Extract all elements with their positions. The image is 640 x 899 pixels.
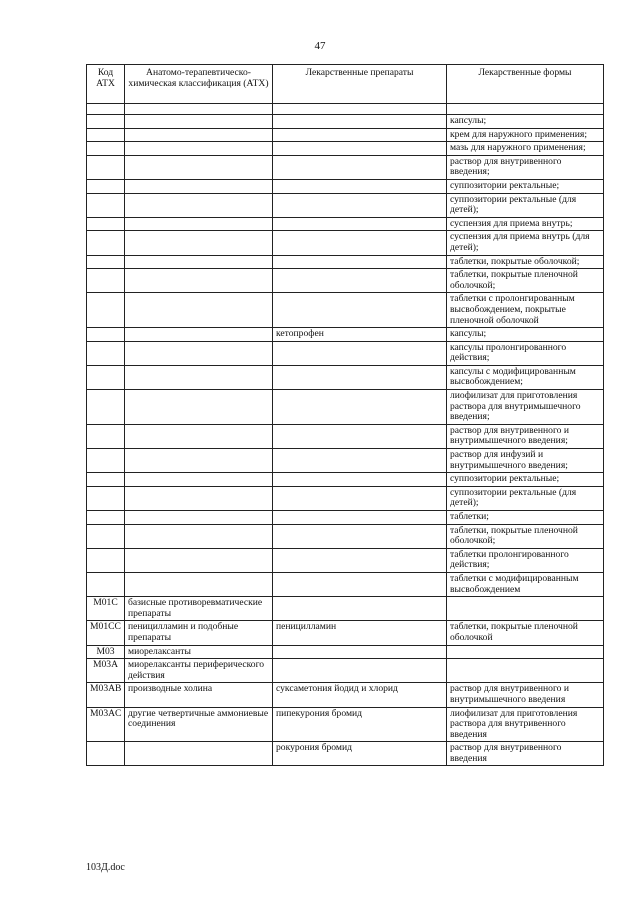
cell-code: [87, 179, 125, 193]
cell-code: [87, 390, 125, 425]
table-row: [87, 390, 604, 425]
table-row: [87, 449, 604, 473]
cell-form: таблетки пролонгированного действия;: [447, 548, 604, 572]
cell-form: лиофилизат для приготовления раствора для внутримышечного введения;: [447, 390, 604, 425]
cell-drug: кетопрофен: [273, 328, 447, 342]
cell-code: [87, 742, 125, 766]
cell-classification: [125, 365, 273, 389]
cell-drug: [273, 511, 447, 525]
cell-form: суппозитории ректальные (для детей);: [447, 193, 604, 217]
cell-classification: [125, 293, 273, 328]
cell-code: [87, 511, 125, 525]
cell-code: [87, 231, 125, 255]
cell-code: [87, 524, 125, 548]
header-classification: Анатомо-терапевтическо-химическая классификация (АТХ): [125, 65, 273, 104]
cell-classification: [125, 155, 273, 179]
table-row: [87, 179, 604, 193]
cell-form: капсулы;: [447, 328, 604, 342]
cell-drug: [273, 269, 447, 293]
cell-classification: миорелаксанты: [125, 645, 273, 659]
cell-form: суспензия для приема внутрь;: [447, 217, 604, 231]
cell-code: [87, 473, 125, 487]
cell-classification: миорелаксанты периферического действия: [125, 659, 273, 683]
cell-form: [447, 645, 604, 659]
cell-code: [87, 548, 125, 572]
cell-form: таблетки с пролонгированным высвобождением, покрытые пленочной оболочкой: [447, 293, 604, 328]
cell-classification: [125, 193, 273, 217]
cell-code: [87, 328, 125, 342]
cell-form: раствор для инфузий и внутримышечного введения;: [447, 449, 604, 473]
cell-form: таблетки, покрытые пленочной оболочкой;: [447, 269, 604, 293]
cell-form: суппозитории ректальные;: [447, 179, 604, 193]
cell-drug: [273, 486, 447, 510]
cell-form: капсулы с модифицированным высвобождением;: [447, 365, 604, 389]
cell-code: [87, 115, 125, 129]
cell-form: лиофилизат для приготовления раствора для внутривенного введения: [447, 707, 604, 742]
cell-form: раствор для внутривенного и внутримышечного введения: [447, 683, 604, 707]
table-row: [87, 365, 604, 389]
table-row: [87, 193, 604, 217]
cell-code: M03AB: [87, 683, 125, 707]
cell-drug: [273, 424, 447, 448]
cell-drug: [273, 115, 447, 129]
table-row: [87, 621, 604, 645]
table-row: [87, 269, 604, 293]
table-row: [87, 255, 604, 269]
table-row: [87, 524, 604, 548]
table-row: [87, 155, 604, 179]
table-row: [87, 217, 604, 231]
cell-classification: [125, 128, 273, 142]
cell-drug: [273, 659, 447, 683]
table-spacer-row: [87, 104, 604, 115]
table-row: [87, 231, 604, 255]
cell-classification: [125, 572, 273, 596]
table-row: [87, 328, 604, 342]
cell-code: [87, 341, 125, 365]
table-row: [87, 115, 604, 129]
cell-drug: [273, 390, 447, 425]
cell-drug: рокурония бромид: [273, 742, 447, 766]
cell-code: [87, 486, 125, 510]
cell-drug: [273, 255, 447, 269]
table-row: [87, 341, 604, 365]
cell-code: M01CC: [87, 621, 125, 645]
cell-classification: [125, 179, 273, 193]
cell-form: [447, 659, 604, 683]
cell-drug: пипекурония бромид: [273, 707, 447, 742]
cell-classification: [125, 449, 273, 473]
cell-form: таблетки, покрытые оболочкой;: [447, 255, 604, 269]
cell-form: суппозитории ректальные (для детей);: [447, 486, 604, 510]
cell-classification: [125, 231, 273, 255]
cell-form: капсулы;: [447, 115, 604, 129]
table-row: [87, 511, 604, 525]
cell-code: M01C: [87, 597, 125, 621]
cell-classification: пеницилламин и подобные препараты: [125, 621, 273, 645]
cell-drug: [273, 128, 447, 142]
table-row: [87, 659, 604, 683]
cell-form: суппозитории ректальные;: [447, 473, 604, 487]
header-code: Код АТХ: [87, 65, 125, 104]
cell-code: M03A: [87, 659, 125, 683]
cell-classification: [125, 742, 273, 766]
cell-drug: [273, 155, 447, 179]
table-row: [87, 486, 604, 510]
table-row: [87, 742, 604, 766]
cell-classification: производные холина: [125, 683, 273, 707]
cell-drug: [273, 293, 447, 328]
header-forms: Лекарственные формы: [447, 65, 604, 104]
table-row: [87, 424, 604, 448]
cell-code: [87, 269, 125, 293]
cell-classification: [125, 217, 273, 231]
atx-table: [86, 64, 604, 766]
cell-form: таблетки, покрытые пленочной оболочкой: [447, 621, 604, 645]
table-body: [87, 104, 604, 766]
cell-code: M03AC: [87, 707, 125, 742]
cell-drug: [273, 645, 447, 659]
table-row: [87, 548, 604, 572]
cell-drug: [273, 572, 447, 596]
cell-classification: базисные противоревматические препараты: [125, 597, 273, 621]
cell-code: [87, 255, 125, 269]
cell-form: таблетки с модифицированным высвобождением: [447, 572, 604, 596]
cell-classification: [125, 390, 273, 425]
cell-code: [87, 128, 125, 142]
cell-code: [87, 424, 125, 448]
cell-drug: [273, 473, 447, 487]
footer-filename: 103Д.doc: [86, 862, 125, 873]
cell-classification: [125, 341, 273, 365]
cell-form: раствор для внутривенного введения: [447, 742, 604, 766]
table-row: [87, 142, 604, 156]
cell-classification: [125, 511, 273, 525]
cell-drug: [273, 597, 447, 621]
cell-form: крем для наружного применения;: [447, 128, 604, 142]
cell-code: [87, 217, 125, 231]
cell-classification: [125, 424, 273, 448]
cell-code: M03: [87, 645, 125, 659]
table-row: [87, 473, 604, 487]
table-header-row: [87, 65, 604, 104]
cell-form: таблетки, покрытые пленочной оболочкой;: [447, 524, 604, 548]
cell-form: суспензия для приема внутрь (для детей);: [447, 231, 604, 255]
cell-drug: [273, 524, 447, 548]
cell-form: раствор для внутривенного введения;: [447, 155, 604, 179]
table-row: [87, 572, 604, 596]
cell-classification: [125, 142, 273, 156]
cell-drug: [273, 341, 447, 365]
table-row: [87, 707, 604, 742]
cell-code: [87, 365, 125, 389]
cell-code: [87, 293, 125, 328]
cell-code: [87, 193, 125, 217]
cell-drug: [273, 142, 447, 156]
cell-form: [447, 597, 604, 621]
cell-classification: [125, 486, 273, 510]
cell-drug: [273, 365, 447, 389]
cell-drug: [273, 193, 447, 217]
cell-form: раствор для внутривенного и внутримышечного введения;: [447, 424, 604, 448]
cell-classification: другие четвертичные аммониевые соединения: [125, 707, 273, 742]
cell-code: [87, 572, 125, 596]
table-row: [87, 597, 604, 621]
cell-form: таблетки;: [447, 511, 604, 525]
cell-drug: [273, 217, 447, 231]
cell-classification: [125, 255, 273, 269]
cell-code: [87, 142, 125, 156]
table-row: [87, 128, 604, 142]
cell-drug: [273, 231, 447, 255]
cell-classification: [125, 548, 273, 572]
cell-drug: [273, 548, 447, 572]
cell-form: мазь для наружного применения;: [447, 142, 604, 156]
page-number: 47: [314, 40, 326, 52]
cell-code: [87, 449, 125, 473]
cell-drug: [273, 179, 447, 193]
cell-drug: [273, 449, 447, 473]
table-row: [87, 645, 604, 659]
cell-classification: [125, 524, 273, 548]
cell-drug: пеницилламин: [273, 621, 447, 645]
cell-classification: [125, 473, 273, 487]
cell-drug: суксаметония йодид и хлорид: [273, 683, 447, 707]
header-drugs: Лекарственные препараты: [273, 65, 447, 104]
table-row: [87, 293, 604, 328]
cell-form: капсулы пролонгированного действия;: [447, 341, 604, 365]
cell-classification: [125, 269, 273, 293]
cell-classification: [125, 115, 273, 129]
table-row: [87, 683, 604, 707]
cell-classification: [125, 328, 273, 342]
cell-code: [87, 155, 125, 179]
